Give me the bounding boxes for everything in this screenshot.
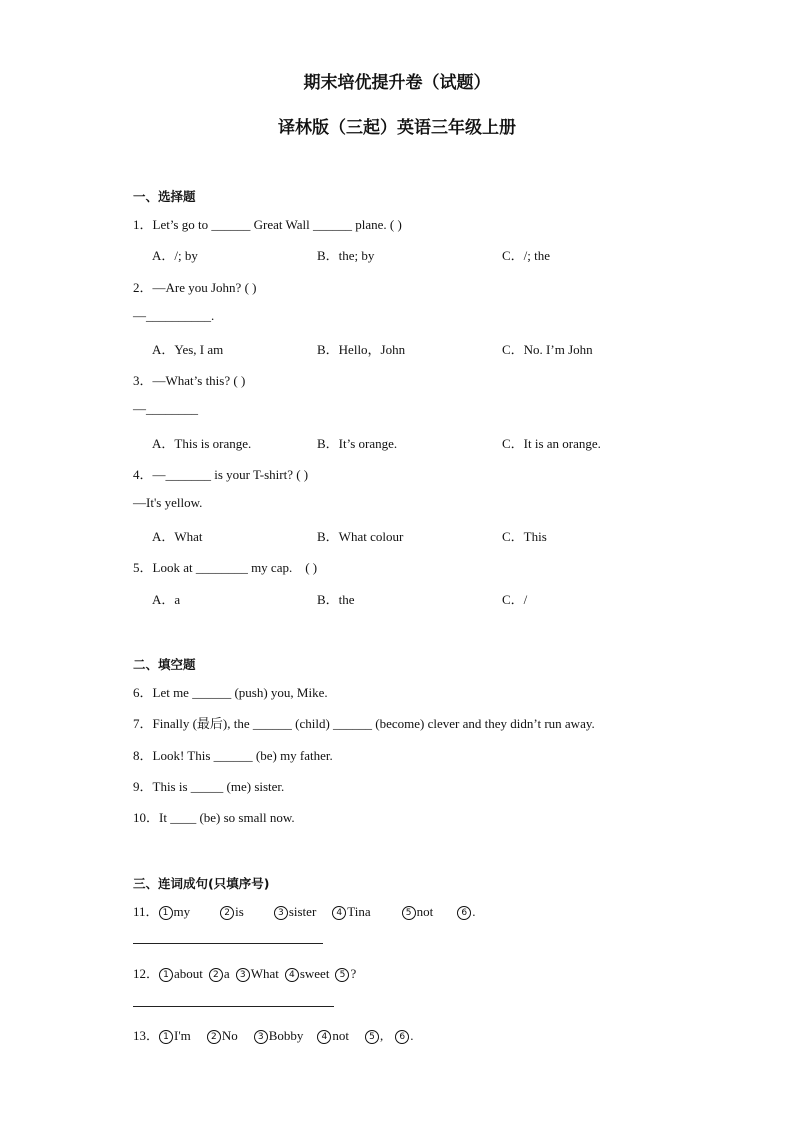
q12-number: 12． bbox=[133, 966, 160, 981]
section-heading-fill: 二、填空题 bbox=[133, 657, 196, 672]
circled-number: 3 bbox=[236, 968, 250, 982]
word-token: I'm bbox=[174, 1028, 191, 1043]
word-token: Bobby bbox=[268, 1028, 304, 1043]
circled-number: 1 bbox=[159, 968, 173, 982]
q3-option-b: B．It’s orange. bbox=[317, 436, 398, 451]
circled-number: 5 bbox=[402, 906, 416, 920]
answer-line[interactable] bbox=[133, 943, 323, 944]
section-heading-choice: 一、选择题 bbox=[133, 189, 196, 204]
q5-option-c: C．/ bbox=[502, 592, 528, 607]
word-token: . bbox=[472, 904, 476, 919]
q1-option-a: A．/; by bbox=[152, 248, 198, 263]
question-8: 8．Look! This ______ (be) my father. bbox=[133, 748, 333, 763]
q5-option-a: A．a bbox=[152, 592, 181, 607]
q4-response: —It's yellow. bbox=[133, 495, 203, 510]
section-heading-order: 三、连词成句(只填序号) bbox=[133, 876, 270, 891]
word-token: . bbox=[410, 1028, 414, 1043]
q4-option-c: C．This bbox=[502, 529, 547, 544]
question-9: 9．This is _____ (me) sister. bbox=[133, 779, 285, 794]
circled-number: 6 bbox=[457, 906, 471, 920]
circled-number: 4 bbox=[317, 1030, 331, 1044]
question-4: 4．—_______ is your T-shirt? ( ) bbox=[133, 467, 309, 482]
word-token: a bbox=[223, 966, 230, 981]
circled-number: 2 bbox=[209, 968, 223, 982]
q2-response: —__________. bbox=[133, 308, 215, 323]
q2-option-a: A．Yes, I am bbox=[152, 342, 224, 357]
circled-number: 2 bbox=[207, 1030, 221, 1044]
word-token: not bbox=[416, 904, 434, 919]
word-token: is bbox=[235, 904, 244, 919]
question-13 bbox=[133, 1025, 414, 1044]
word-token: What bbox=[250, 966, 279, 981]
circled-number: 5 bbox=[365, 1030, 379, 1044]
q2-option-c: C．No. I’m John bbox=[502, 342, 593, 357]
page-title: 期末培优提升卷（试题） bbox=[303, 73, 491, 93]
answer-line[interactable] bbox=[133, 1006, 334, 1007]
question-11 bbox=[133, 901, 476, 920]
circled-number: 4 bbox=[332, 906, 346, 920]
question-1: 1．Let’s go to ______ Great Wall ______ plane. ( ) bbox=[133, 217, 402, 232]
word-token: about bbox=[174, 966, 203, 981]
q2-option-b: B．Hello，John bbox=[317, 342, 406, 357]
circled-number: 1 bbox=[159, 1030, 173, 1044]
question-2: 2．—Are you John? ( ) bbox=[133, 280, 257, 295]
word-token: sweet bbox=[299, 966, 330, 981]
q1-option-c: C．/; the bbox=[502, 248, 551, 263]
word-token: , bbox=[380, 1028, 384, 1043]
word-token: my bbox=[173, 904, 191, 919]
q3-option-a: A．This is orange. bbox=[152, 436, 252, 451]
word-token: not bbox=[332, 1028, 349, 1043]
question-3: 3．—What’s this? ( ) bbox=[133, 373, 246, 388]
q3-option-c: C．It is an orange. bbox=[502, 436, 601, 451]
question-5: 5．Look at ________ my cap. ( ) bbox=[133, 560, 318, 575]
word-token: Tina bbox=[347, 904, 371, 919]
question-10: 10．It ____ (be) so small now. bbox=[133, 810, 295, 825]
question-7: 7．Finally (最后), the ______ (child) ______ (become) clever and they didn’t run away. bbox=[133, 716, 595, 731]
q5-option-b: B．the bbox=[317, 592, 355, 607]
circled-number: 3 bbox=[254, 1030, 268, 1044]
question-12 bbox=[133, 963, 356, 982]
word-token: ? bbox=[350, 966, 357, 981]
q11-number: 11． bbox=[133, 904, 159, 919]
circled-number: 6 bbox=[395, 1030, 409, 1044]
circled-number: 3 bbox=[274, 906, 288, 920]
question-6: 6．Let me ______ (push) you, Mike. bbox=[133, 685, 328, 700]
circled-number: 1 bbox=[159, 906, 173, 920]
q4-option-b: B．What colour bbox=[317, 529, 404, 544]
word-token: sister bbox=[288, 904, 317, 919]
circled-number: 2 bbox=[220, 906, 234, 920]
circled-number: 5 bbox=[335, 968, 349, 982]
q3-response: —________ bbox=[133, 401, 198, 416]
word-token: No bbox=[221, 1028, 238, 1043]
q4-option-a: A．What bbox=[152, 529, 203, 544]
q1-option-b: B．the; by bbox=[317, 248, 375, 263]
q13-number: 13． bbox=[133, 1028, 160, 1043]
page-subtitle: 译林版（三起）英语三年级上册 bbox=[278, 118, 516, 138]
circled-number: 4 bbox=[285, 968, 299, 982]
